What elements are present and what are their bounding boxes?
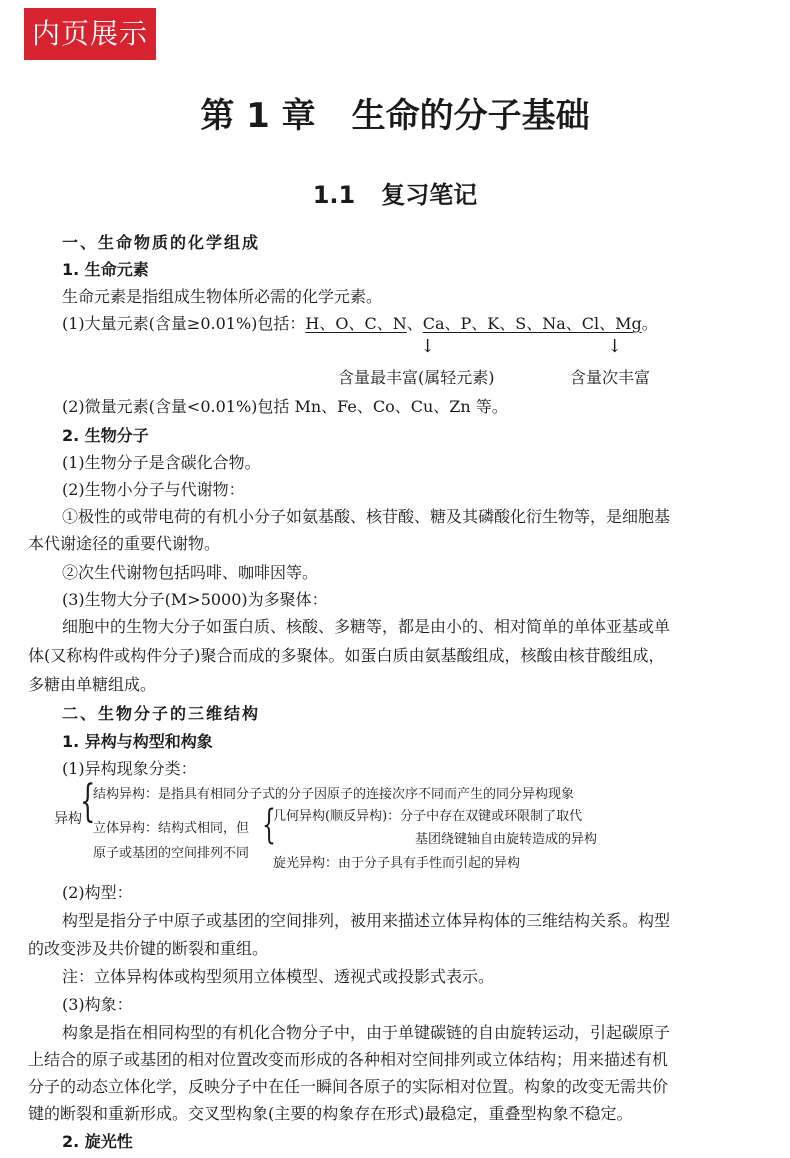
note-most-abundant: 含量最丰富(属轻元素) [338, 368, 495, 387]
item2-heading: 2. 生物分子 [62, 426, 149, 445]
page-preview-badge: 内页展示 [24, 8, 156, 60]
down-arrow-icon: ↓ [607, 336, 623, 357]
section-title [0, 175, 790, 210]
section-name: 复习笔记 [381, 181, 478, 209]
item2-p5: (3)生物大分子(M>5000)为多聚体： [62, 590, 328, 609]
tree-branch-stereo-line1: 立体异构：结构式相同，但 [93, 821, 250, 836]
tree-root: 异构 [54, 811, 82, 827]
item4-heading: 2. 旋光性 [62, 1132, 133, 1151]
item3-p6-line3: 分子的动态立体化学，反映分子中在任一瞬间各原子的实际相对位置。构象的改变无需共价 [28, 1077, 669, 1096]
item3-p6-line2: 上结合的原子或基团的相对位置改变而形成的各种相对空间排列或立体结构；用来描述有机 [28, 1050, 669, 1069]
item3-p2: (2)构型： [62, 883, 133, 902]
macro-sep: 、 [406, 314, 423, 333]
tree-branch-stereo-line2: 原子或基团的空间排列不同 [93, 846, 250, 861]
item3-p3-line1: 构型是指分子中原子或基团的空间排列，被用来描述立体异构体的三维结构关系。构型 [62, 911, 671, 930]
section-number: 1.1 [312, 181, 356, 209]
item2-p6-line2: 体(又称构件或构件分子)聚合而成的多聚体。如蛋白质由氨基酸组成，核酸由核苷酸组成， [28, 646, 665, 665]
item2-p4: ②次生代谢物包括吗啡、咖啡因等。 [62, 563, 319, 582]
item2-p2: (2)生物小分子与代谢物： [62, 480, 245, 499]
item1-definition: 生命元素是指组成生物体所必需的化学元素。 [62, 287, 383, 306]
chapter-number: 第 1 章 [200, 96, 316, 136]
chapter-name: 生命的分子基础 [351, 96, 590, 136]
tree-leaf-geometric-line2: 基团绕键轴自由旋转造成的异构 [415, 832, 598, 847]
part2-heading: 二、生物分子的三维结构 [62, 704, 261, 723]
part1-heading: 一、生命物质的化学组成 [62, 233, 261, 252]
macro-group2: Ca、P、K、S、Na、Cl、Mg [422, 314, 642, 333]
macro-prefix: (1)大量元素(含量≥0.01%)包括： [62, 314, 306, 333]
item1-heading: 1. 生命元素 [62, 260, 149, 279]
macro-group1: H、O、C、N [305, 314, 407, 333]
item2-p3-line1: ①极性的或带电荷的有机小分子如氨基酸、核苷酸、糖及其磷酸化衍生物等，是细胞基 [62, 507, 671, 526]
micro-elements-line: (2)微量元素(含量<0.01%)包括 Mn、Fe、Co、Cu、Zn 等。 [62, 397, 508, 416]
item3-p1: (1)异构现象分类： [62, 759, 197, 778]
tree-leaf-geometric-line1: 几何异构(顺反异构)：分子中存在双键或环限制了取代 [273, 809, 583, 824]
brace-icon: { [262, 802, 276, 848]
note-second-abundant: 含量次丰富 [570, 368, 651, 387]
item3-heading: 1. 异构与构型和构象 [62, 732, 213, 751]
macro-end: 。 [641, 314, 658, 333]
item3-p6-line1: 构象是指在相同构型的有机化合物分子中，由于单键碳链的自由旋转运动，引起碳原子 [62, 1023, 671, 1042]
item2-p6-line3: 多糖由单糖组成。 [28, 675, 157, 694]
item3-p6-line4: 键的断裂和重新形成。交叉型构象(主要的构象存在形式)最稳定，重叠型构象不稳定。 [28, 1104, 633, 1123]
tree-leaf-optical: 旋光异构：由于分子具有手性而引起的异构 [273, 856, 521, 871]
item3-p3-line2: 的改变涉及共价键的断裂和重组。 [28, 939, 269, 958]
item3-p5: (3)构象： [62, 995, 133, 1014]
item2-p6-line1: 细胞中的生物大分子如蛋白质、核酸、多糖等，都是由小的、相对简单的单体亚基或单 [62, 617, 671, 636]
brace-icon: { [80, 776, 96, 827]
item3-p4: 注：立体异构体或构型须用立体模型、透视式或投影式表示。 [62, 967, 495, 986]
macro-elements-line [62, 313, 658, 335]
down-arrow-icon: ↓ [420, 336, 436, 357]
item2-p1: (1)生物分子是含碳化合物。 [62, 453, 261, 472]
item2-p3-line2: 本代谢途径的重要代谢物。 [28, 534, 221, 553]
chapter-title [0, 88, 790, 137]
tree-branch-structural: 结构异构：是指具有相同分子式的分子因原子的连接次序不同而产生的同分异构现象 [93, 787, 575, 802]
